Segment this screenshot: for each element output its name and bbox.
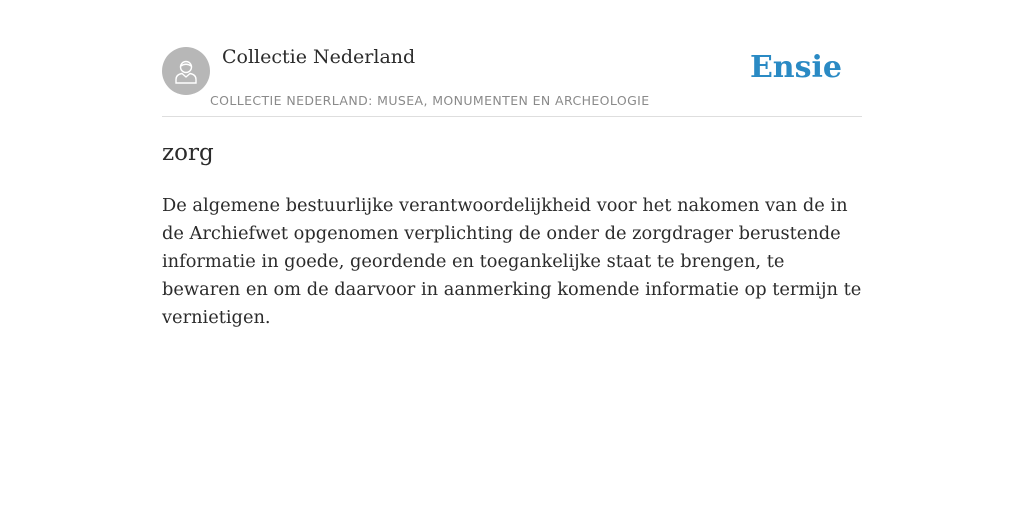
author-avatar[interactable] <box>162 47 210 95</box>
source-label[interactable]: COLLECTIE NEDERLAND: MUSEA, MONUMENTEN EN ARCHEOLOGIE <box>210 93 650 108</box>
ensie-logo[interactable]: Ensie <box>749 50 842 85</box>
entry-card <box>162 0 862 512</box>
entry-header <box>162 0 862 117</box>
entry-term: zorg <box>162 140 214 166</box>
entry-definition: De algemene bestuurlijke verantwoordelijkheid voor het nakomen van de in de Archiefwet opgenomen verplichting de onder de zorgdrager berustende informatie in goede, geordende en toegankelijke staat te brengen, te bewaren en om de daarvoor in aanmerking komende informatie op termijn te vernietigen. <box>162 195 862 328</box>
author-name[interactable]: Collectie Nederland <box>222 46 416 68</box>
user-placeholder-icon <box>172 57 200 85</box>
